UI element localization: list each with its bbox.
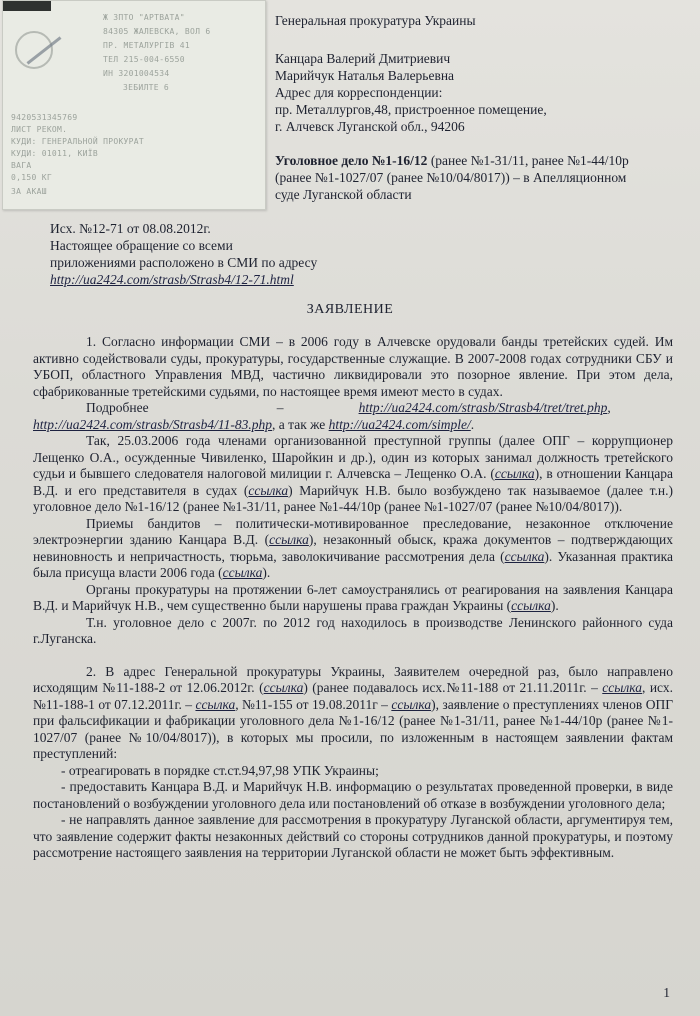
case-line-1 xyxy=(275,152,629,169)
stamp-line: ПР. МЕТАЛУРГІВ 41 xyxy=(103,41,190,50)
link-ssylka[interactable]: ссылка xyxy=(222,565,263,580)
link-tret[interactable]: http://ua2424.com/strasb/Strasb4/tret/tret.php xyxy=(358,400,608,415)
text-segment: . xyxy=(470,416,475,432)
text-segment: Приемы бандитов – политически-мотивированное преследование, незаконное отключение электроэнергии зданию Канцара В.Д. ( xyxy=(33,515,673,547)
recipient: Генеральная прокуратура Украины xyxy=(275,13,476,28)
stamp-line: ИН 3201004534 xyxy=(103,69,170,78)
stamp-corner-mark xyxy=(3,1,51,11)
text-segment: ), в отношении Канцара В.Д. и его представителя в судах ( xyxy=(33,466,673,498)
case-prior-numbers: (ранее №1-31/11, ранее №1-44/10р xyxy=(427,153,629,168)
stamp-line: 0,150 КГ xyxy=(11,173,52,182)
text-segment: ) (ранее подавалось исх.№11-188 от 21.11.2011г. – xyxy=(303,680,603,695)
link-ssylka[interactable]: ссылка xyxy=(269,532,309,547)
paragraph-5 xyxy=(33,582,673,615)
paragraph-6: Т.н. уголовное дело с 2007г. по 2012 год находилось в производстве Ленинского районного суда г.Луганска. xyxy=(33,614,673,646)
request-item: - не направлять данное заявление для рассмотрения в прокуратуру Луганской области, аргументируя тем, что заявление содержит факты незаконных действий со стороны сотрудников данной прокуратуры, и поэтому рассмотрение настоящего заявления на территории Луганской области не может быть эффективным. xyxy=(33,812,673,860)
text-segment: , а так же xyxy=(272,416,329,432)
link-ssylka[interactable]: ссылка xyxy=(248,482,289,498)
page-number: 1 xyxy=(663,985,670,1000)
paragraph-gap xyxy=(33,648,673,664)
case-line-2: (ранее №1-1027/07 (ранее №10/04/8017)) – в Апелляционном xyxy=(275,170,627,185)
text-segment: , №11-155 от 19.08.2011г – xyxy=(235,696,392,712)
paragraph-1: 1. Согласно информации СМИ – в 2006 году в Алчевске орудовали банды третейских судей. Им активно содействовали суды, прокуратуры, государственные служащие. В 2007-2008 годах сотрудники СБУ и УБОП, областного Управления МВД, частично ликвидировали это позорное явление. При этом дела, сфабрикованные третейскими судьями, по настоящее время имеют место в судах. xyxy=(33,334,673,399)
stamp-line: ТЕЛ 215-004-6550 xyxy=(103,55,185,64)
link-ssylka[interactable]: ссылка xyxy=(391,696,432,712)
paragraph-links xyxy=(33,400,673,433)
sender-name-1: Канцара Валерий Дмитриевич xyxy=(275,51,451,66)
link-ssylka[interactable]: ссылка xyxy=(602,680,643,695)
outgoing-number: Исх. №12-71 от 08.08.2012г. xyxy=(50,221,211,236)
ref-line-3: приложениями расположено в СМИ по адресу xyxy=(50,255,318,270)
document-body xyxy=(33,334,673,862)
stamp-line: КУДИ: ГЕНЕРАЛЬНОЙ ПРОКУРАТ xyxy=(11,137,145,146)
text-segment: – xyxy=(276,400,284,415)
text-segment: Так, 25.03.2006 года членами организованной преступной группы (далее ОПГ – коррупционер Лещенко О.А., осужденные Чивиленко, Шаройкин и др.), один из которых занимал должность третейского судьи и бывшего следователя налоговой милиции г. Алчевска – Лещенко О.А. ( xyxy=(33,433,673,481)
text-segment: , исх.№11-188-1 от 07.12.2011г. – xyxy=(33,680,673,712)
request-item: - предоставить Канцара В.Д. и Марийчук Н.В. информацию о результатах проведенной проверки, в виде постановлений о возбуждении уголовного дела или постановлений об отказе в возбуждении уголовного дела; xyxy=(33,779,673,811)
stamp-line: ЗА АКАШ xyxy=(11,187,47,196)
case-number: Уголовное дело №1-16/12 xyxy=(275,153,428,168)
stamp-line: ЗЕБИЛТЕ 6 xyxy=(123,83,170,92)
address-line-1: пр. Металлургов,48, пристроенное помещение, xyxy=(275,102,547,117)
ref-line-2: Настоящее обращение со всеми xyxy=(50,238,233,253)
link-11-83[interactable]: http://ua2424.com/strasb/Strasb4/11-83.php xyxy=(33,416,273,432)
stamp-line: 9420531345769 xyxy=(11,113,78,122)
text-segment: ). xyxy=(262,565,271,580)
outgoing-reference xyxy=(50,220,317,288)
stamp-line: 84305 ЖАЛЕВСКА, ВОЛ 6 xyxy=(103,27,211,36)
paragraph-4 xyxy=(33,516,673,582)
text-segment: ), заявление о преступлениях членов ОПГ при фальсификации и фабрикации уголовного дела №1-16/12 (ранее №1-31/11, ранее №1-44/10р (ранее №1-1027/07 (ранее №10/04/8017)), в которых мы просили, по изложенным в настоящем заявлении фактам преступлений: xyxy=(33,696,673,761)
link-ssylka[interactable]: ссылка xyxy=(195,696,236,712)
text-segment: ) Марийчук Н.В. было возбуждено так называемое (далее т.н.) уголовное дело №1-16/12 (ранее №1-31/11, ранее №1-44/10р (ранее №1-1027/07 (ранее №10/04/8017)). xyxy=(33,482,673,514)
link-ssylka[interactable]: ссылка xyxy=(494,466,535,481)
text-segment: 2. В адрес Генеральной прокуратуры Украины, Заявителем очередной раз, было направлено исходящим №11-188-2 от 12.06.2012г. ( xyxy=(33,663,673,695)
stamp-line: Ж ЗПТО "АРТВАТА" xyxy=(103,13,185,22)
case-line-3: суде Луганской области xyxy=(275,187,412,202)
paragraph-3 xyxy=(33,433,673,516)
text-segment: ). Указанная практика была присуща власти 2006 года ( xyxy=(33,548,674,580)
postal-stamp-label xyxy=(2,0,266,210)
link-simple[interactable]: http://ua2424.com/simple/ xyxy=(328,416,471,432)
link-ssylka[interactable]: ссылка xyxy=(504,548,545,564)
document-url-link[interactable]: http://ua2424.com/strasb/Strasb4/12-71.html xyxy=(50,272,294,287)
text-segment: , xyxy=(607,400,611,415)
sender-name-2: Марийчук Наталья Валерьевна xyxy=(275,68,455,83)
link-ssylka[interactable]: ссылка xyxy=(511,598,551,613)
text-segment: Подробнее xyxy=(86,400,149,415)
text-segment: Органы прокуратуры на протяжении 6-лет самоустранялись от реагирования на заявления Канцара В.Д. и Марийчук Н.В., чем существенно были нарушены права граждан Украины ( xyxy=(33,581,673,613)
request-item: - отреагировать в порядке ст.ст.94,97,98 УПК Украины; xyxy=(61,762,379,778)
text-segment: ). xyxy=(550,598,559,613)
document-title: ЗАЯВЛЕНИЕ xyxy=(306,302,394,317)
stamp-line: КУДИ: 01011, КИЇВ xyxy=(11,149,98,158)
link-ssylka[interactable]: ссылка xyxy=(263,680,304,695)
stamp-circle-seal xyxy=(15,31,53,69)
paragraph-7 xyxy=(33,664,673,763)
address-line-2: г. Алчевск Луганской обл., 94206 xyxy=(275,119,465,134)
text-segment: ), незаконный обыск, кража документов – подтверждающих невиновность и непричастность, тюрьма, заволокичивание рассмотрения дела ( xyxy=(33,532,673,564)
stamp-line: ВАГА xyxy=(11,161,32,170)
address-label: Адрес для корреспонденции: xyxy=(275,85,443,100)
stamp-line: ЛИСТ РЕКОМ. xyxy=(11,125,68,134)
